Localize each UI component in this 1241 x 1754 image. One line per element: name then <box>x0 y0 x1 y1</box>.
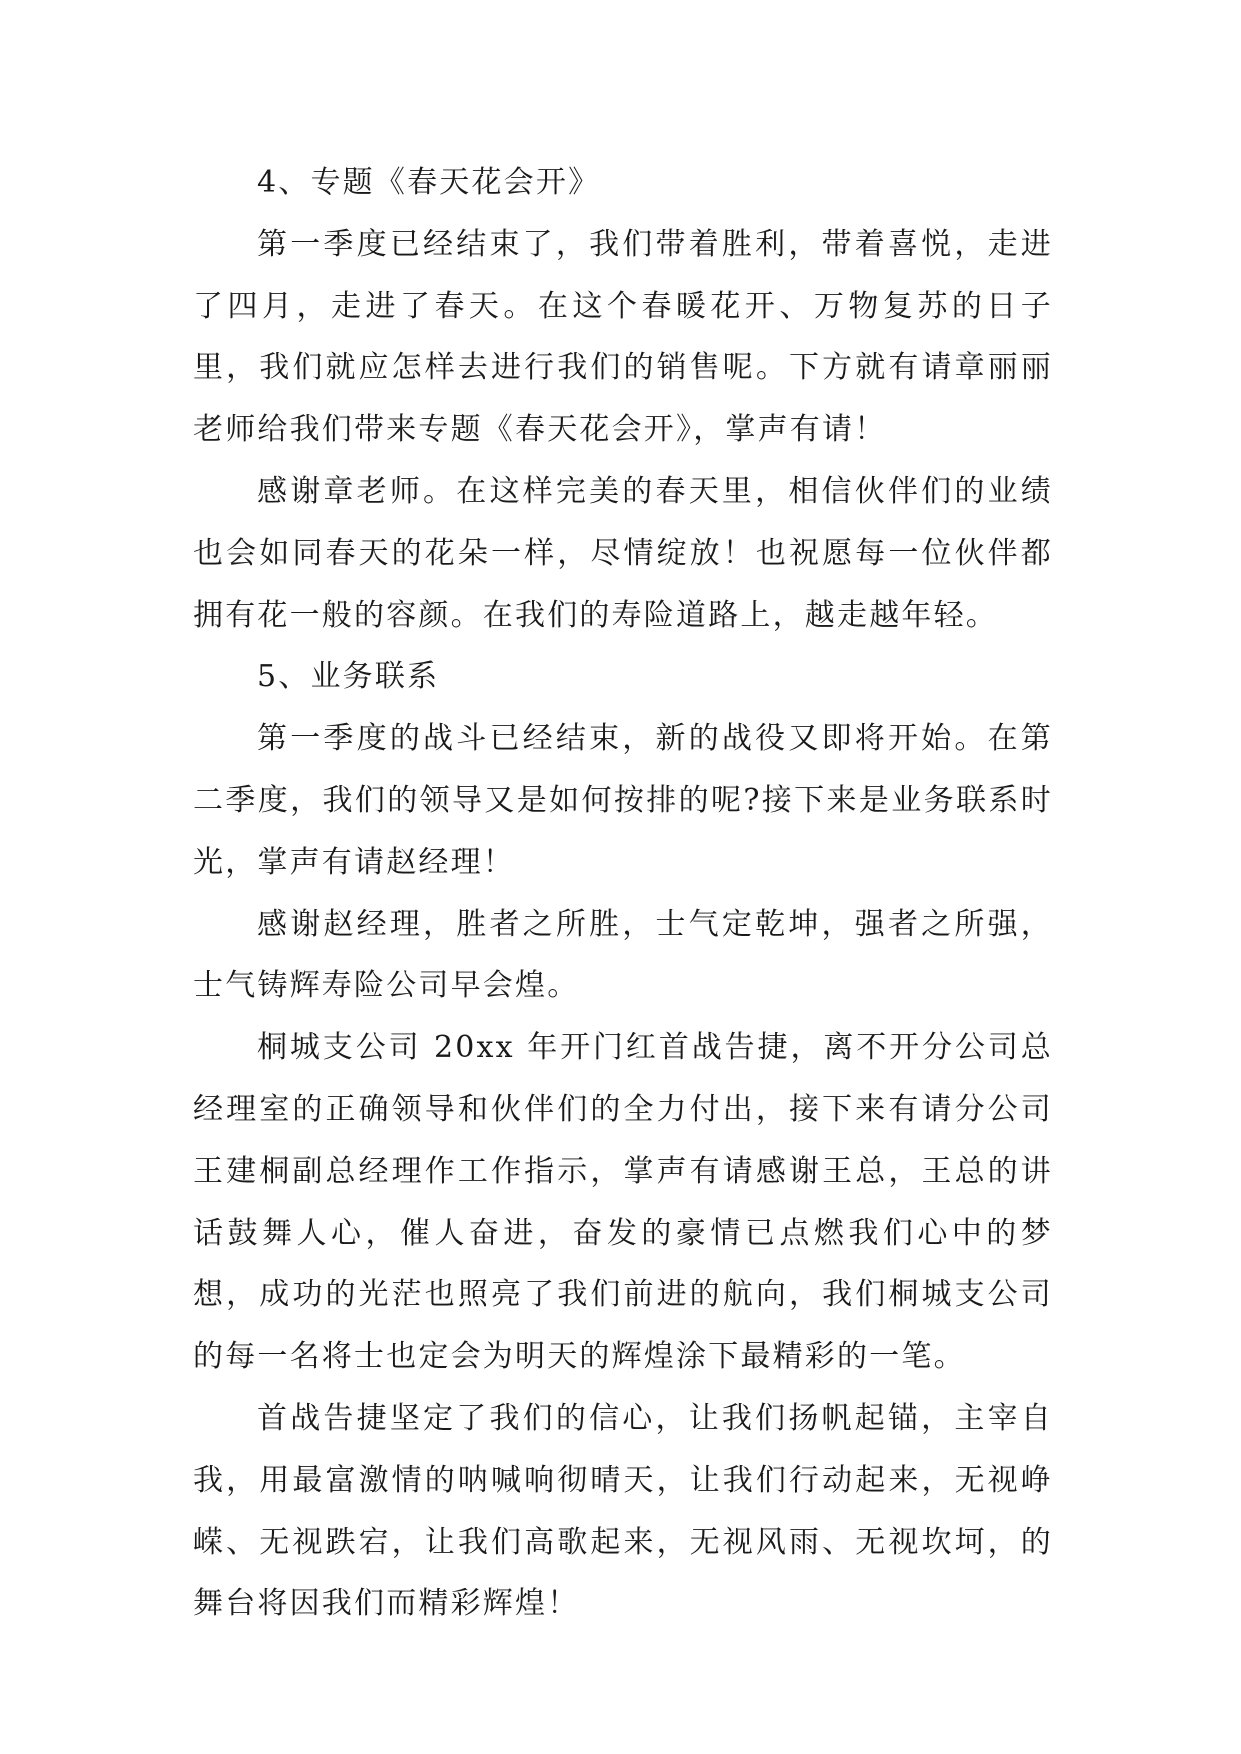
section-heading-business: 5、业务联系 <box>257 659 440 695</box>
paragraph: 感谢赵经理，胜者之所胜，士气定乾坤，强者之所强，士气铸辉寿险公司早会煌。 <box>193 906 1053 1004</box>
paragraph: 首战告捷坚定了我们的信心，让我们扬帆起锚，主宰自我，用最富激情的呐喊响彻晴天，让我们行动起来，无视峥嵘、无视跌宕，让我们高歌起来，无视风雨、无视坎坷，的舞台将因我们而精彩辉煌！ <box>193 1400 1053 1622</box>
section-heading-topic: 4、专题《春天花会开》 <box>257 165 601 200</box>
document-body <box>193 152 1053 1635</box>
paragraph: 第一季度的战斗已经结束，新的战役又即将开始。在第二季度，我们的领导又是如何按排的呢?接下来是业务联系时光，掌声有请赵经理！ <box>193 721 1053 880</box>
paragraph: 感谢章老师。在这样完美的春天里，相信伙伴们的业绩也会如同春天的花朵一样，尽情绽放！也祝愿每一位伙伴都拥有花一般的容颜。在我们的寿险道路上，越走越年轻。 <box>193 473 1053 633</box>
paragraph: 第一季度已经结束了，我们带着胜利，带着喜悦，走进了四月，走进了春天。在这个春暖花开、万物复苏的日子里，我们就应怎样去进行我们的销售呢。下方就有请章丽丽老师给我们带来专题《春天花会开》，掌声有请！ <box>193 226 1053 448</box>
paragraph: 桐城支公司 20xx 年开门红首战告捷，离不开分公司总经理室的正确领导和伙伴们的全力付出，接下来有请分公司王建桐副总经理作工作指示，掌声有请感谢王总，王总的讲话鼓舞人心，催人奋进，奋发的豪情已点燃我们心中的梦想，成功的光茫也照亮了我们前进的航向，我们桐城支公司的每一名将士也定会为明天的辉煌涂下最精彩的一笔。 <box>193 1030 1053 1375</box>
